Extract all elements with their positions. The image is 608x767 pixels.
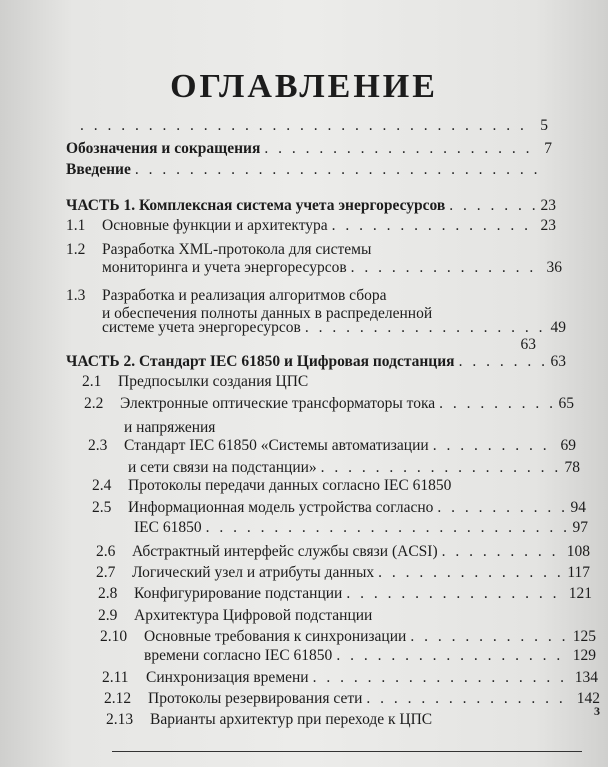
toc-text: Обозначения и сокращения [66,140,261,157]
toc-text: Предпосылки создания ЦПС [118,373,309,390]
toc-number: 1.3 [66,287,86,304]
toc-text: Разработка и реализация алгоритмов сбора [102,287,387,304]
toc-number: 2.11 [102,669,129,686]
toc-entry [66,139,552,159]
toc-page: 49 [550,319,566,336]
toc-text: и напряжения [124,419,216,436]
toc-entry [104,689,600,709]
leader-dots [410,627,568,647]
toc-page: 134 [574,669,598,686]
toc-text: Протоколы передачи данных согласно IEC 61850 [128,477,452,494]
toc-page: 117 [567,564,590,581]
toc-entry [102,668,598,688]
toc-text: Конфигурирование подстанции [134,585,343,602]
toc-page: 69 [560,437,576,454]
leader-dots [321,458,560,478]
toc-page: 129 [572,647,596,664]
toc-page: 121 [568,585,592,602]
toc-entry [92,498,586,518]
toc-entry [100,627,596,647]
toc-page: 108 [566,543,590,560]
toc-text: и сети связи на подстанции» [128,459,317,476]
leader-dots [135,160,542,180]
leader-dots [459,352,546,372]
toc-number: 1.2 [66,241,86,258]
toc-page: 65 [558,395,574,412]
toc-page: 23 [540,197,556,214]
toc-entry [98,584,592,604]
toc-text: времени согласно IEC 61850 [144,647,333,664]
toc-text: Информационная модель устройства согласно [128,499,434,516]
toc-page: 36 [546,259,562,276]
toc-page: 63 [520,336,536,353]
toc-text: Варианты архитектур при переходе к ЦПС [150,711,433,728]
toc-text: и обеспечения полноты данных в распределенной [102,305,433,322]
toc-entry [66,216,556,236]
toc-number: 2.5 [92,499,112,516]
leader-dots [449,196,536,216]
toc-text: Абстрактный интерфейс службы связи (ACSI) [132,543,438,560]
toc-text: Протоколы резервирования сети [148,690,363,707]
toc-page: 23 [540,217,556,234]
toc-number: 2.4 [92,477,112,494]
toc-number: 2.12 [104,690,132,707]
leader-dots [206,518,568,538]
toc-entry [66,240,556,260]
toc-entry [66,352,566,372]
toc-text: ЧАСТЬ 1. Комплексная система учета энергоресурсов [66,197,446,214]
toc-entry [102,258,562,278]
bottom-rule [112,751,582,752]
toc-text: Логический узел и атрибуты данных [132,564,375,581]
toc-text: ЧАСТЬ 2. Стандарт IEC 61850 и Цифровая подстанция [66,353,455,370]
toc-text: Введение [66,161,131,178]
toc-entry [96,542,590,562]
toc-number: 2.2 [84,395,104,412]
toc-entry [88,436,576,456]
toc-entry [98,606,568,626]
toc-entry [66,286,556,306]
toc-entry [66,160,562,180]
toc-page: 63 [550,353,566,370]
toc-text: Электронные оптические трансформаторы тока [120,395,436,412]
toc-entry [128,458,580,478]
leader-dots [313,668,571,688]
leader-dots [346,584,564,604]
page-number: 3 [594,704,600,718]
leader-dots [351,258,542,278]
toc-entry [84,394,574,414]
toc-entry [92,476,570,496]
toc-number: 2.13 [106,711,134,728]
page-title: ОГЛАВЛЕНИЕ [170,68,438,105]
toc-text: Основные требования к синхронизации [144,628,407,645]
toc-number: 2.10 [100,628,128,645]
toc-number: 2.7 [96,564,116,581]
toc-number: 2.9 [98,607,118,624]
toc-page: 94 [570,499,586,516]
leader-dots [332,216,536,236]
leader-dots [305,318,546,338]
leader-dots [80,116,528,136]
toc-number: 2.6 [96,543,116,560]
leader-dots [336,646,568,666]
toc-text: мониторинга и учета энергоресурсов [102,259,347,276]
leader-dots [439,394,554,414]
toc-number: 1.1 [66,217,86,234]
toc-entry [134,518,588,538]
leader-dots [433,436,556,456]
leader-dots [378,563,563,583]
toc-text: Основные функции и архитектура [102,217,328,234]
toc-entry [124,418,544,438]
toc-text: Стандарт IEC 61850 «Системы автоматизации [124,437,429,454]
toc-entry [144,646,596,666]
leader-dots [264,139,532,159]
leader-dots [437,498,566,518]
toc-page: 97 [572,519,588,536]
toc-entry [102,318,566,338]
toc-entry [96,563,590,583]
leader-dots [366,689,572,709]
toc-text: системе учета энергоресурсов [102,319,301,336]
toc-text: IEC 61850 [134,519,202,536]
toc-entry [106,710,586,730]
toc-page: 142 [576,690,600,707]
toc-text: Синхронизация времени [146,669,309,686]
toc-text: Архитектура Цифровой подстанции [134,607,373,624]
toc-number: 2.3 [88,437,108,454]
toc-entry [82,372,562,392]
toc-page: 5 [540,117,548,134]
toc-number: 2.1 [82,373,102,390]
leader-dots [442,542,563,562]
toc-entry [66,196,556,216]
toc-page: 125 [572,628,596,645]
toc-page: 78 [564,459,580,476]
toc-text: Разработка XML-протокола для системы [102,241,372,258]
toc-page: 7 [544,140,552,157]
toc-number: 2.8 [98,585,118,602]
toc-entry [76,116,548,136]
